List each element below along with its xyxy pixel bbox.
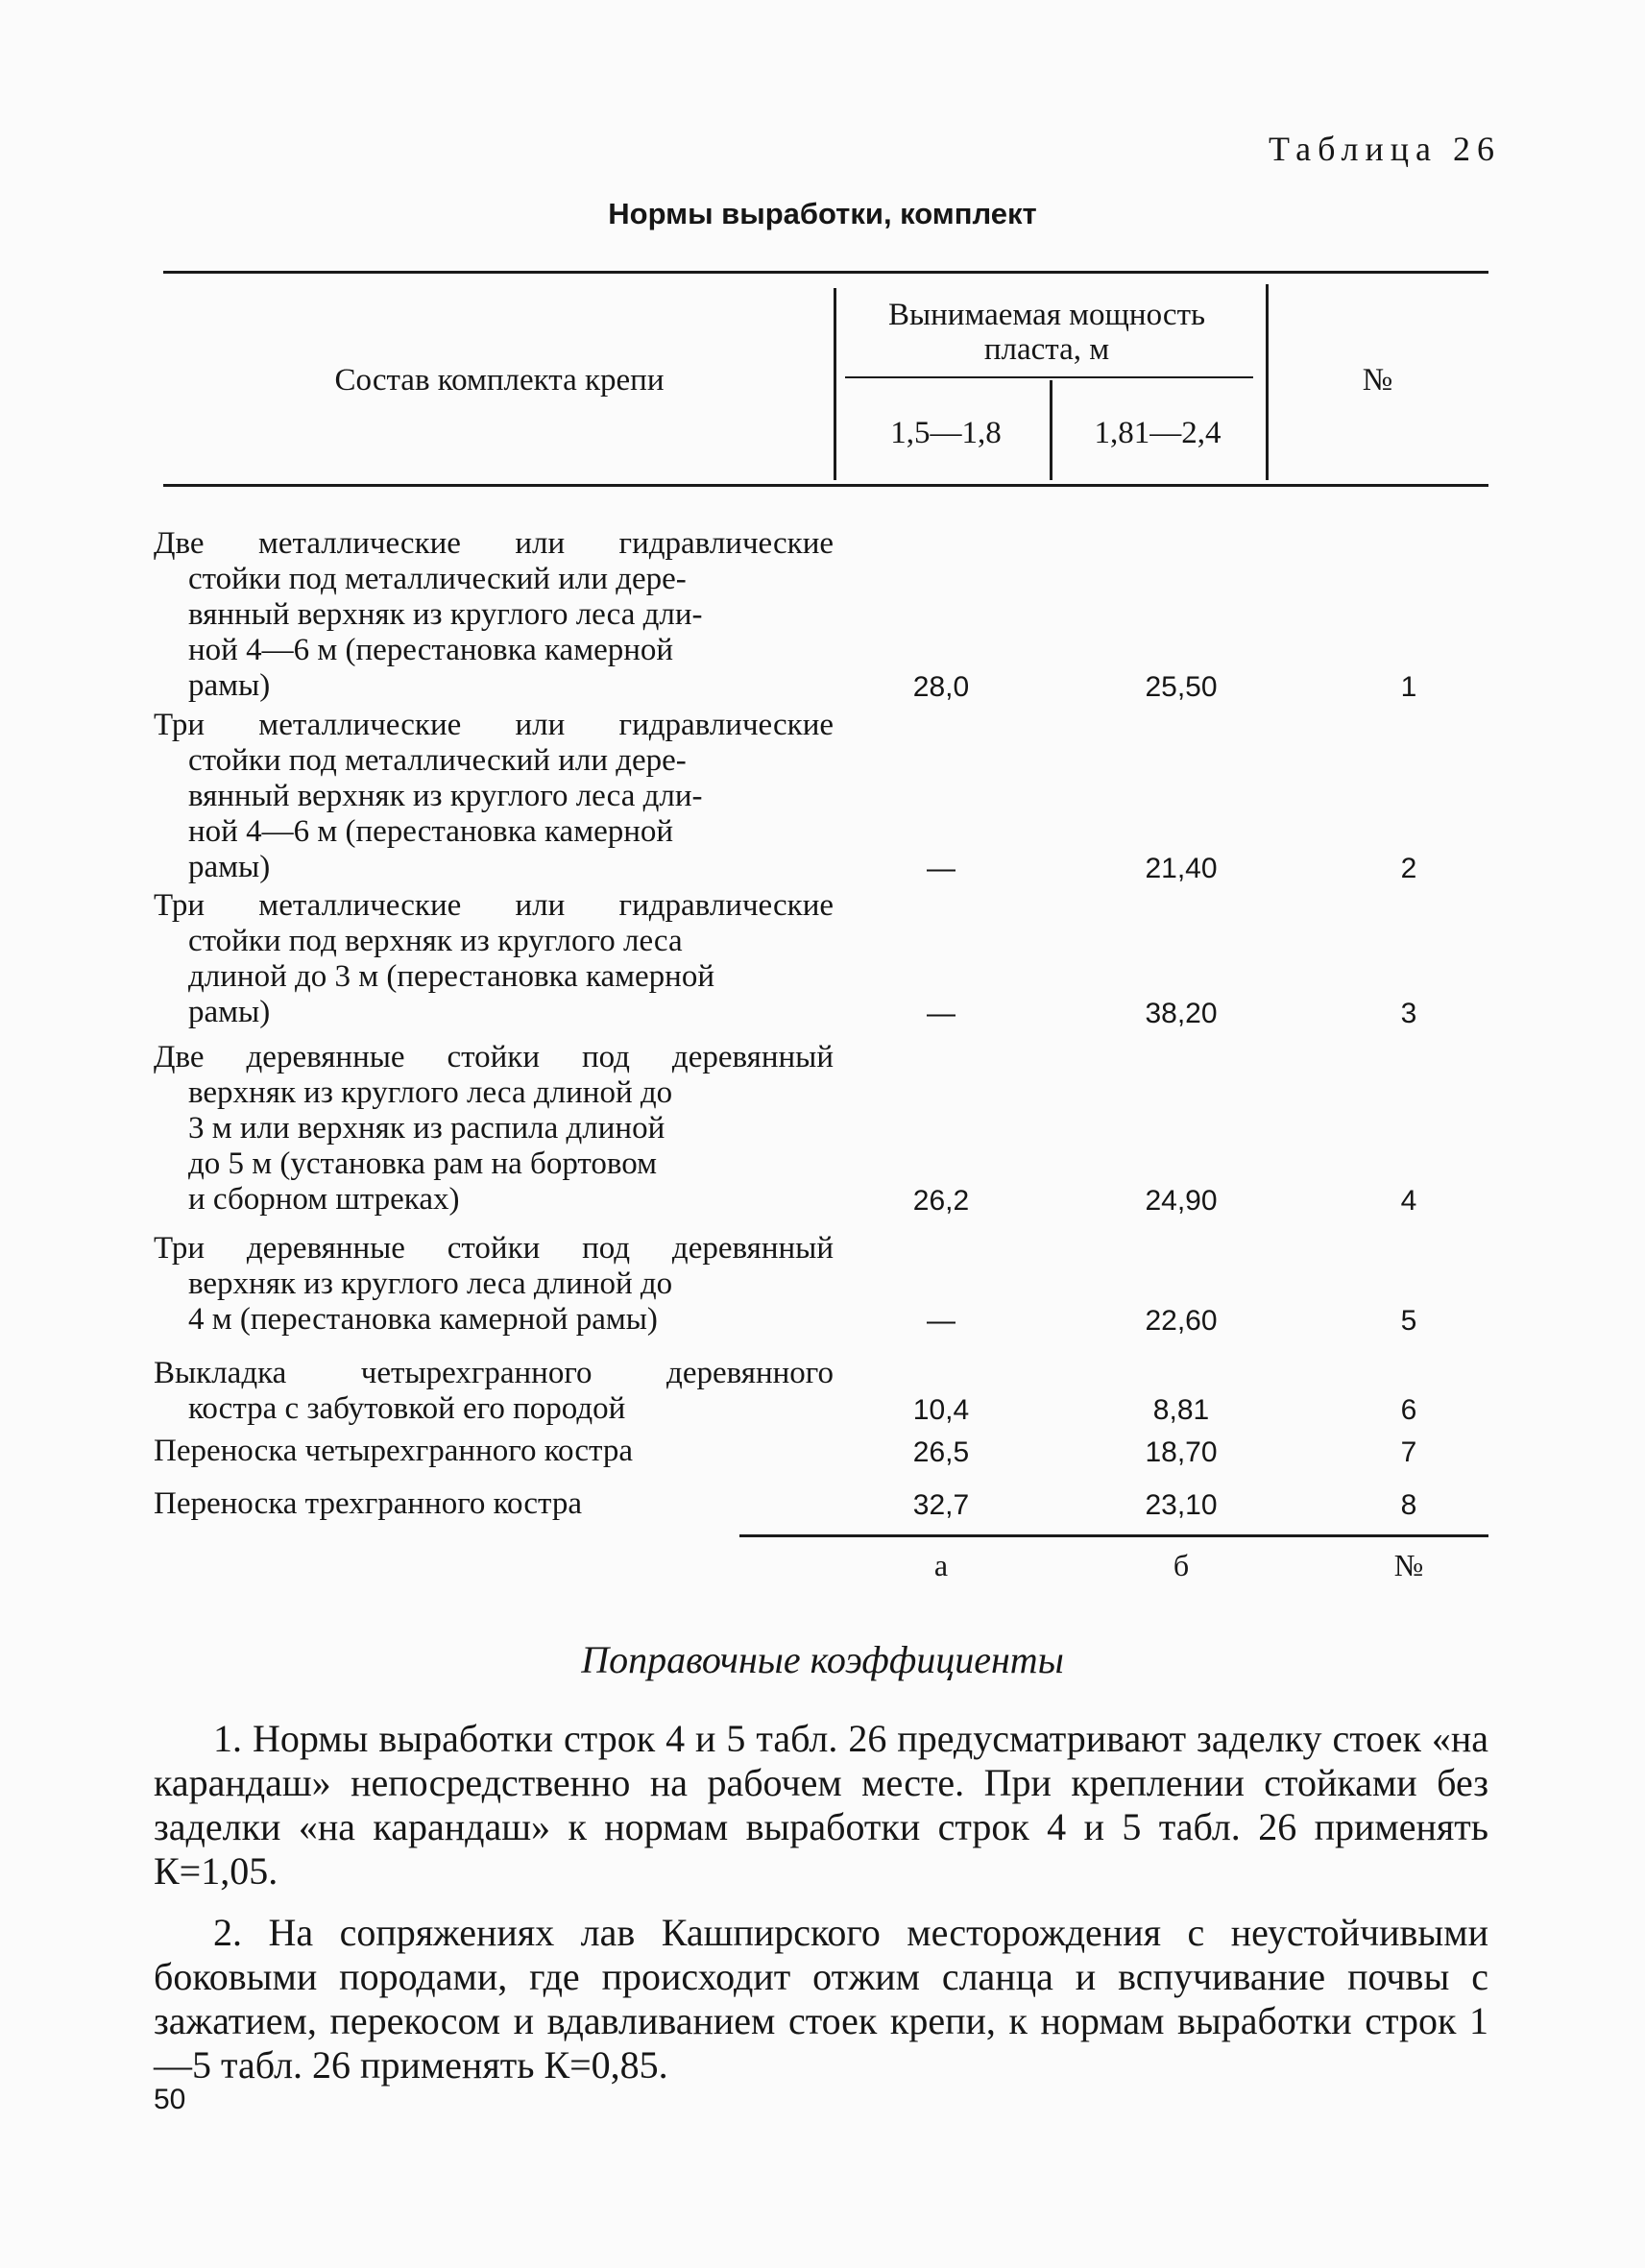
row-description-line: ной 4—6 м (перестановка камерной [188,814,674,849]
row-description-line: вянный верхняк из круглого леса дли- [188,779,703,813]
table-top-rule [163,271,1488,274]
row-description [154,1231,834,1338]
table-title: Нормы выработки, комплект [608,197,1037,230]
row-description-line: Переноска четырехгранного костра [154,1434,633,1468]
header-bottom-rule [163,484,1488,487]
row-description [154,1434,834,1469]
row-value-a: 10,4 [912,1394,970,1426]
row-description-line: 3 м или верхняк из распила длиной [188,1111,665,1146]
row-value-b: 25,50 [1145,671,1218,703]
header-divider-right [1266,284,1269,480]
thickness-sub-rule [845,376,1253,378]
row-description [154,1356,834,1427]
row-description [154,1486,834,1522]
row-number: 1 [1400,671,1417,703]
row-value-a: 32,7 [912,1489,970,1521]
row-description-line: верхняк из круглого леса длиной до [188,1267,673,1301]
header-range-b: 1,81—2,4 [1094,416,1222,450]
row-number: 4 [1400,1185,1417,1217]
row-description-line: и сборном штреках) [188,1182,460,1217]
row-description-line: рамы) [188,668,271,703]
row-description-line: верхняк из круглого леса длиной до [188,1075,673,1110]
row-value-b: 24,90 [1145,1185,1218,1217]
footer-col-a: а [933,1548,949,1582]
row-value-a: — [927,853,956,884]
row-description-line: рамы) [188,995,271,1029]
row-description-line: стойки под металлический или дере- [188,743,687,778]
header-thickness: Вынимаемая мощность пласта, м [887,298,1206,367]
row-description-line: Две металлические или гидравлические [154,526,834,561]
row-value-a: — [927,998,956,1029]
header-composition: Состав комплекта крепи [334,363,665,398]
row-description [154,526,834,704]
row-number: 7 [1400,1436,1417,1468]
header-number: № [1362,363,1393,398]
row-description-line: до 5 м (установка рам на бортовом [188,1146,657,1181]
row-description-line: Переноска трехгранного костра [154,1486,582,1521]
row-description-line: Три металлические или гидравлические [154,888,834,923]
row-value-a: 26,5 [912,1436,970,1468]
row-number: 8 [1400,1489,1417,1521]
footer-col-b: б [1173,1548,1190,1582]
row-value-a: 26,2 [912,1185,970,1217]
row-description-line: длиной до 3 м (перестановка камерной [188,959,714,994]
row-number: 3 [1400,998,1417,1029]
table-bottom-rule [739,1534,1488,1537]
row-value-b: 23,10 [1145,1489,1218,1521]
header-range-a: 1,5—1,8 [890,416,1002,450]
row-description [154,708,834,885]
row-number: 6 [1400,1394,1417,1426]
row-number: 2 [1400,853,1417,884]
row-value-b: 18,70 [1145,1436,1218,1468]
row-description-line: Три деревянные стойки под деревянный [154,1231,834,1266]
row-description-line: стойки под верхняк из круглого леса [188,924,683,958]
row-number: 5 [1400,1305,1417,1337]
row-description-line: Выкладка четырехгранного деревянного [154,1356,834,1390]
header-divider-mid [1050,380,1052,480]
row-description-line: костра с забутовкой его породой [188,1391,626,1426]
row-description-line: Две деревянные стойки под деревянный [154,1040,834,1074]
footer-col-number: № [1393,1548,1424,1582]
row-description-line: Три металлические или гидравлические [154,708,834,742]
row-description-line: ной 4—6 м (перестановка камерной [188,633,674,667]
corrections-title: Поправочные коэффициенты [581,1638,1064,1681]
row-description [154,1040,834,1218]
row-description [154,888,834,1030]
row-description-line: рамы) [188,850,271,884]
row-value-b: 38,20 [1145,998,1218,1029]
paragraph-2: 2. На сопряжениях лав Кашпирского месторождения с неустойчивыми боковыми породами, где происходит отжим сланца и вспучивание почвы с зажатием, перекосом и вдавливанием стоек крепи, к нормам выработки строк 1—5 табл. 26 применять К=0,85. [154,1911,1488,2087]
row-value-a: 28,0 [912,671,970,703]
row-value-b: 21,40 [1145,853,1218,884]
row-value-a: — [927,1305,956,1337]
row-value-b: 22,60 [1145,1305,1218,1337]
table-label: Таблица 26 [1269,130,1501,168]
row-value-b: 8,81 [1152,1394,1210,1426]
row-description-line: вянный верхняк из круглого леса дли- [188,597,703,632]
row-description-line: 4 м (перестановка камерной рамы) [188,1302,658,1337]
row-description-line: стойки под металлический или дере- [188,562,687,596]
paragraph-1: 1. Нормы выработки строк 4 и 5 табл. 26 предусматривают заделку стоек «на карандаш» непосредственно на рабочем месте. При креплении стойками без заделки «на карандаш» к нормам выработки строк 4 и 5 табл. 26 применять К=1,05. [154,1717,1488,1893]
page-number: 50 [154,2084,186,2115]
